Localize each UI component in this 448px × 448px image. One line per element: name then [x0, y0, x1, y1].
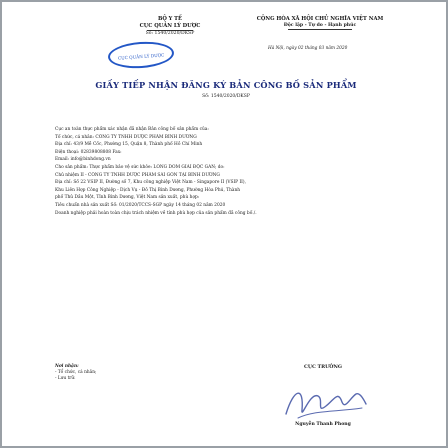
body-line: Địa chỉ: Số 22 VSIP II, Đường số 7, Khu công nghiệp Việt Nam - Singapore II (VSIP II),: [55, 180, 246, 186]
official-seal-stamp: CỤC QUẢN LÝ DƯỢC: [107, 40, 175, 71]
ministry-name: BỘ Y TẾ: [157, 16, 183, 22]
body-line: Địa chỉ: 43/9 Mễ Cốc, Phường 15, Quận 8, Thành phố Hồ Chí Minh: [55, 142, 203, 148]
document-number: Số: 1540/2020/DKSP: [202, 94, 250, 99]
handwritten-signature: [280, 380, 372, 426]
body-line: Tổ chức, cá nhân: CÔNG TY TNHH DƯỢC PHẨM BÌNH DƯƠNG: [55, 134, 197, 140]
body-line: phố Thủ Dầu Một, Tỉnh Bình Dương, Việt Nam sản xuất, phù hợp:: [55, 195, 200, 201]
body-line: Cho sản phẩm: Thực phẩm bảo vệ sức khỏe: LONG DOM GIẢI ĐỘC GAN; do:: [55, 164, 225, 170]
agency-name: CỤC QUẢN LÝ DƯỢC: [139, 23, 201, 29]
national-motto: Độc lập - Tự do - Hạnh phúc: [283, 23, 357, 28]
signature-block: [248, 364, 398, 370]
body-line: Email: info@binhdong.vn: [55, 157, 111, 163]
issue-date: Hà Nội, ngày 02 tháng 03 năm 2020: [268, 46, 348, 51]
body-line: Khu Liên Hợp Công Nghiệp - Dịch Vụ - Đô Thị Bình Dương, Phường Hòa Phú, Thành: [55, 187, 241, 193]
document-title: GIẤY TIẾP NHẬN ĐĂNG KÝ BẢN CÔNG BỐ SẢN PHẨM: [95, 80, 357, 90]
recipients-label: Nơi nhận:: [55, 364, 79, 369]
document-body: [55, 126, 399, 217]
body-line: Tiêu chuẩn nhà sản xuất Số: 01/2020/TCCS-SGP ngày 14 tháng 02 năm 2020: [55, 202, 226, 208]
national-title: CỘNG HÒA XÃ HỘI CHỦ NGHĨA VIỆT NAM: [256, 16, 384, 22]
recipients-block: [55, 364, 175, 382]
body-line: Doanh nghiệp phải hoàn toàn chịu trách nhiệm về tính phù hợp của sản phẩm đã công bố./.: [55, 210, 257, 216]
left-document-number: Số: 1540/2020/DKSP: [145, 31, 195, 36]
header-right-underline: [288, 29, 352, 30]
header-left: [110, 16, 230, 37]
recipient-item: - Lưu trữ.: [55, 376, 76, 381]
signer-title: CỤC TRƯỞNG: [304, 364, 342, 370]
header-right: [234, 16, 406, 30]
body-line: Chủ nhiệm II - CÔNG TY TNHH DƯỢC PHẨM SÀI GÒN TẠI BÌNH DƯƠNG: [55, 172, 220, 178]
recipient-item: - Tổ chức, cá nhân;: [55, 370, 97, 375]
body-line: Cục an toàn thực phẩm xác nhận đã nhận Bản công bố sản phẩm của:: [55, 127, 209, 132]
body-line: Điện thoại: 02839808808 Fax:: [55, 149, 122, 155]
signer-name: Nguyễn Thanh Phong: [295, 422, 351, 427]
